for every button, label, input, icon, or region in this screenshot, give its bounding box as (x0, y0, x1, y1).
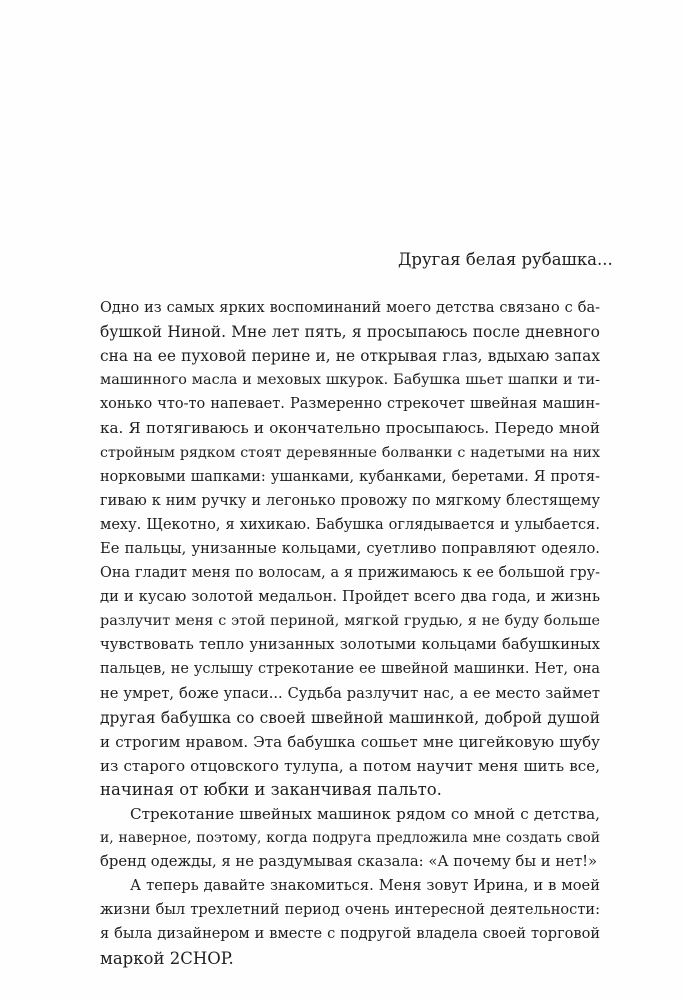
paragraph-2 (100, 802, 600, 874)
paragraph-3 (100, 874, 600, 970)
text-line: бренд одежды, я не раздумывая сказала: «А почему бы и нет!» (100, 853, 598, 871)
text-line: и строгим нравом. Эта бабушка сошьет мне цигейковую шубу (100, 732, 600, 751)
text-line: ди и кусаю золотой медальон. Пройдет всего два года, и жизнь (100, 588, 600, 606)
text-line: машинного масла и меховых шкурок. Бабушка шьет шапки и ти- (100, 372, 600, 389)
text-line: пальцев, не услышу стрекотание ее швейной машинки. Нет, она (100, 661, 600, 678)
text-line: я была дизайнером и вместе с подругой владела своей торговой (100, 926, 600, 943)
text-line: ка. Я потягиваюсь и окончательно просыпаюсь. Передо мной (100, 419, 600, 438)
text-line: начиная от юбки и заканчивая пальто. (100, 779, 442, 799)
text-line: чувствовать тепло унизанных золотыми кольцами бабушкиных (100, 636, 600, 654)
text-line: Ее пальцы, унизанные кольцами, суетливо поправляют одеяло. (100, 539, 600, 557)
body-text (100, 296, 600, 971)
text-line: из старого отцовского тулупа, а потом научит меня шить все, (100, 756, 600, 775)
paragraph-1 (100, 296, 600, 802)
text-line: маркой 2CHOP. (100, 948, 234, 968)
text-line: Одно из самых ярких воспоминаний моего детства связано с ба- (100, 300, 600, 316)
text-line: А теперь давайте знакомиться. Меня зовут Ирина, и в моей (130, 877, 600, 895)
text-line: жизни был трехлетний период очень интересной деятельности: (100, 901, 600, 919)
text-line: разлучит меня с этой периной, мягкой грудью, я не буду больше (100, 613, 600, 630)
text-line: не умрет, боже упаси... Судьба разлучит нас, а ее место займет (100, 684, 600, 702)
text-line: Стрекотание швейных машинок рядом со мной с детства, (130, 804, 600, 823)
text-line: хонько что-то напевает. Размеренно стрекочет швейная машин- (100, 396, 600, 413)
text-line: меху. Щекотно, я хихикаю. Бабушка оглядывается и улыбается. (100, 515, 600, 533)
text-line: сна на ее пуховой перине и, не открывая глаз, вдыхаю запах (100, 347, 600, 366)
text-line: Она гладит меня по волосам, а я прижимаюсь к ее большой гру- (100, 565, 600, 582)
epigraph: Другая белая рубашка... (398, 250, 613, 269)
text-line: другая бабушка со своей швейной машинкой, доброй душой (100, 708, 600, 727)
text-line: стройным рядком стоят деревянные болванки с надетыми на них (100, 444, 600, 461)
text-line: норковыми шапками: ушанками, кубанками, беретами. Я протя- (100, 468, 600, 485)
text-line: гиваю к ним ручку и легонько провожу по мягкому блестящему (100, 492, 600, 509)
text-line: и, наверное, поэтому, когда подруга предложила мне создать свой (100, 830, 600, 847)
text-line: бушкой Ниной. Мне лет пять, я просыпаюсь после дневного (100, 323, 600, 342)
